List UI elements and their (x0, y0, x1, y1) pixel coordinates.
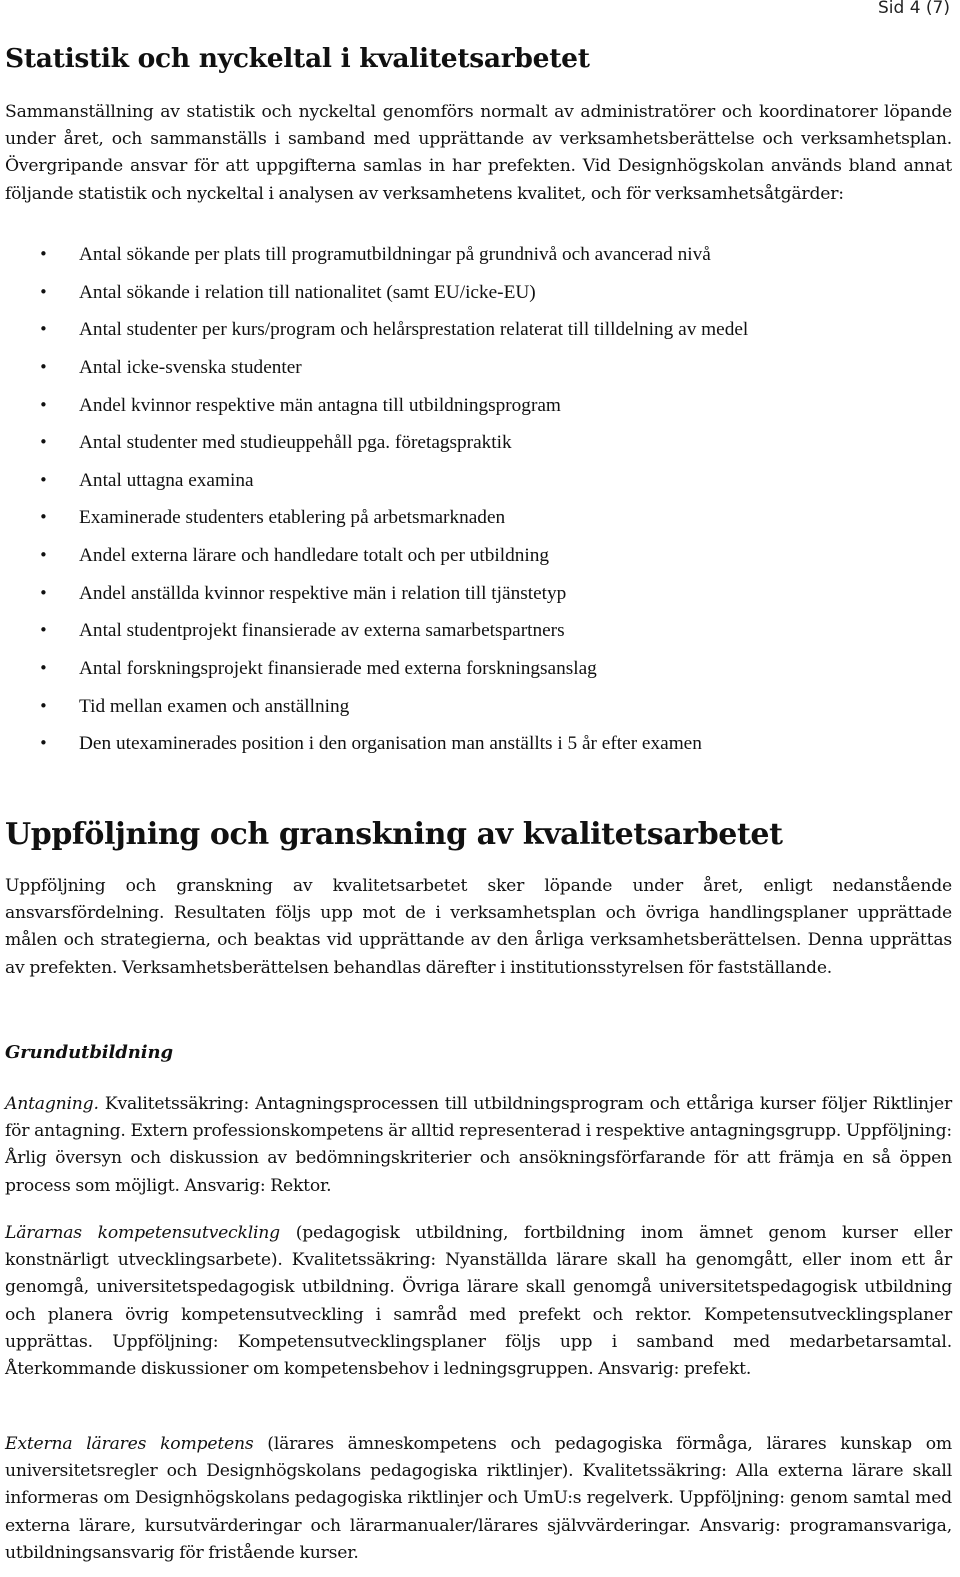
list-item-text: Andel anställda kvinnor respektive män i relation till tjänstetyp (79, 582, 567, 604)
external-teachers-paragraph (5, 1431, 952, 1567)
list-item (5, 693, 952, 731)
bullet-icon: • (39, 433, 48, 452)
list-item-text: Antal sökande i relation till nationalitet (samt EU/icke-EU) (79, 281, 536, 303)
statistics-bullet-list (5, 241, 952, 768)
bullet-icon: • (39, 734, 48, 753)
bullet-icon: • (39, 621, 48, 640)
list-item (5, 467, 952, 505)
list-item-text: Antal sökande per plats till programutbildningar på grundnivå och avancerad nivå (79, 244, 711, 265)
statistics-intro-paragraph: Sammanställning av statistik och nyckeltal genomförs normalt av administratörer och koordinatorer löpande under året, och sammanställs i samband med upprättande av verksamhetsberättelse och verksamhetsplan. Övergripande ansvar för att uppgifterna samlas in har prefekten. Vid Designhögskolan används bland annat följande statistik och nyckeltal i analysen av verksamhetens kvalitet, och för verksamhetsåtgärder: (5, 102, 952, 204)
admission-paragraph (5, 1091, 952, 1200)
bullet-icon: • (39, 245, 48, 263)
list-item-text: Tid mellan examen och anställning (79, 695, 350, 717)
bullet-icon: • (39, 320, 48, 339)
section-heading-follow-up: Uppföljning och granskning av kvalitetsarbetet (5, 817, 783, 852)
bullet-icon: • (39, 470, 48, 489)
bullet-icon: • (39, 282, 48, 301)
paragraph-text: (pedagogisk utbildning, fortbildning inom ämnet genom kurser eller konstnärligt utvecklingsarbete). Kvalitetssäkring: Nyanställda lärare skall ha genomgått, eller inom ett år genomgå, universitetspedagogisk utbildning. Övriga lärare skall genomgå universitetspedagogisk utbildning och planera övrig kompetensutveckling i samråd med prefekt och rektor. Kompetensutvecklingsplaner upprättas. Uppföljning: Kompetensutvecklingsplaner följs upp i samband med medarbetarsamtal. Återkommande diskussioner om kompetensbehov i ledningsgruppen. Ansvarig: prefekt. (5, 1223, 953, 1380)
list-item-text: Antal studenter med studieuppehåll pga. företagspraktik (79, 432, 512, 454)
paragraph-text: (lärares ämneskompetens och pedagogiska förmåga, lärares kunskap om universitetsregler och Designhögskolans pedagogiska riktlinjer). Kvalitetssäkring: Alla externa lärare skall informeras om Designhögskolans pedagogiska riktlinjer och UmU:s regelverk. Uppföljning: genom samtal med externa lärare, kursutvärderingar och lärarmanualer/lärares självvärderingar. Ansvarig: programansvariga, utbildningsansvarig för fristående kurser. (5, 1434, 952, 1563)
paragraph-lead: Externa lärares kompetens (5, 1434, 254, 1454)
list-item-text: Andel externa lärare och handledare totalt och per utbildning (79, 545, 550, 567)
list-item-text: Antal uttagna examina (79, 469, 254, 491)
list-item (5, 655, 952, 693)
list-item (5, 617, 952, 655)
bullet-icon: • (39, 357, 48, 376)
list-item-text: Examinerade studenters etablering på arbetsmarknaden (79, 507, 506, 529)
list-item (5, 316, 952, 354)
paragraph-text: Kvalitetssäkring: Antagningsprocessen till utbildningsprogram och ettåriga kurser följer Riktlinjer för antagning. Extern professionskompetens är alltid representerad i respektive antagningsgrupp. Uppföljning: Årlig översyn och diskussion av bedömningskriterier och ansökningsförfarande för att främja en så öppen process som möjligt. Ansvarig: Rektor. (5, 1094, 952, 1196)
paragraph-lead: Antagning. (5, 1094, 99, 1114)
list-item (5, 429, 952, 467)
list-item-text: Den utexaminerades position i den organisation man anställts i 5 år efter examen (79, 733, 702, 755)
list-item-text: Antal studentprojekt finansierade av externa samarbetspartners (79, 620, 565, 642)
page-number: Sid 4 (7) (877, 0, 950, 18)
bullet-icon: • (39, 659, 48, 678)
list-item (5, 580, 952, 618)
bullet-icon: • (39, 508, 48, 527)
section-heading-statistics: Statistik och nyckeltal i kvalitetsarbetet (5, 43, 590, 74)
list-item (5, 730, 952, 768)
bullet-icon: • (39, 696, 48, 715)
subsection-heading-undergraduate: Grundutbildning (5, 1042, 173, 1063)
bullet-icon: • (39, 546, 48, 565)
list-item (5, 354, 952, 392)
list-item (5, 241, 952, 279)
bullet-icon: • (39, 395, 48, 414)
list-item-text: Antal icke-svenska studenter (79, 356, 302, 378)
list-item (5, 392, 952, 430)
teacher-development-paragraph (5, 1220, 952, 1383)
paragraph-lead: Lärarnas kompetensutveckling (5, 1223, 280, 1243)
follow-up-intro-paragraph: Uppföljning och granskning av kvalitetsarbetet sker löpande under året, enligt nedanstående ansvarsfördelning. Resultaten följs upp mot de i verksamhetsplan och övriga handlingsplaner upprättade målen och strategierna, och beaktas vid upprättande av den årliga verksamhetsberättelsen. Denna upprättas av prefekten. Verksamhetsberättelsen behandlas därefter i institutionsstyrelsen för fastställande. (5, 876, 952, 978)
list-item (5, 542, 952, 580)
list-item (5, 279, 952, 317)
list-item-text: Antal studenter per kurs/program och helårsprestation relaterat till tilldelning av medel (79, 319, 749, 341)
list-item-text: Antal forskningsprojekt finansierade med externa forskningsanslag (79, 658, 597, 680)
bullet-icon: • (39, 583, 48, 602)
list-item (5, 504, 952, 542)
list-item-text: Andel kvinnor respektive män antagna till utbildningsprogram (79, 394, 561, 416)
